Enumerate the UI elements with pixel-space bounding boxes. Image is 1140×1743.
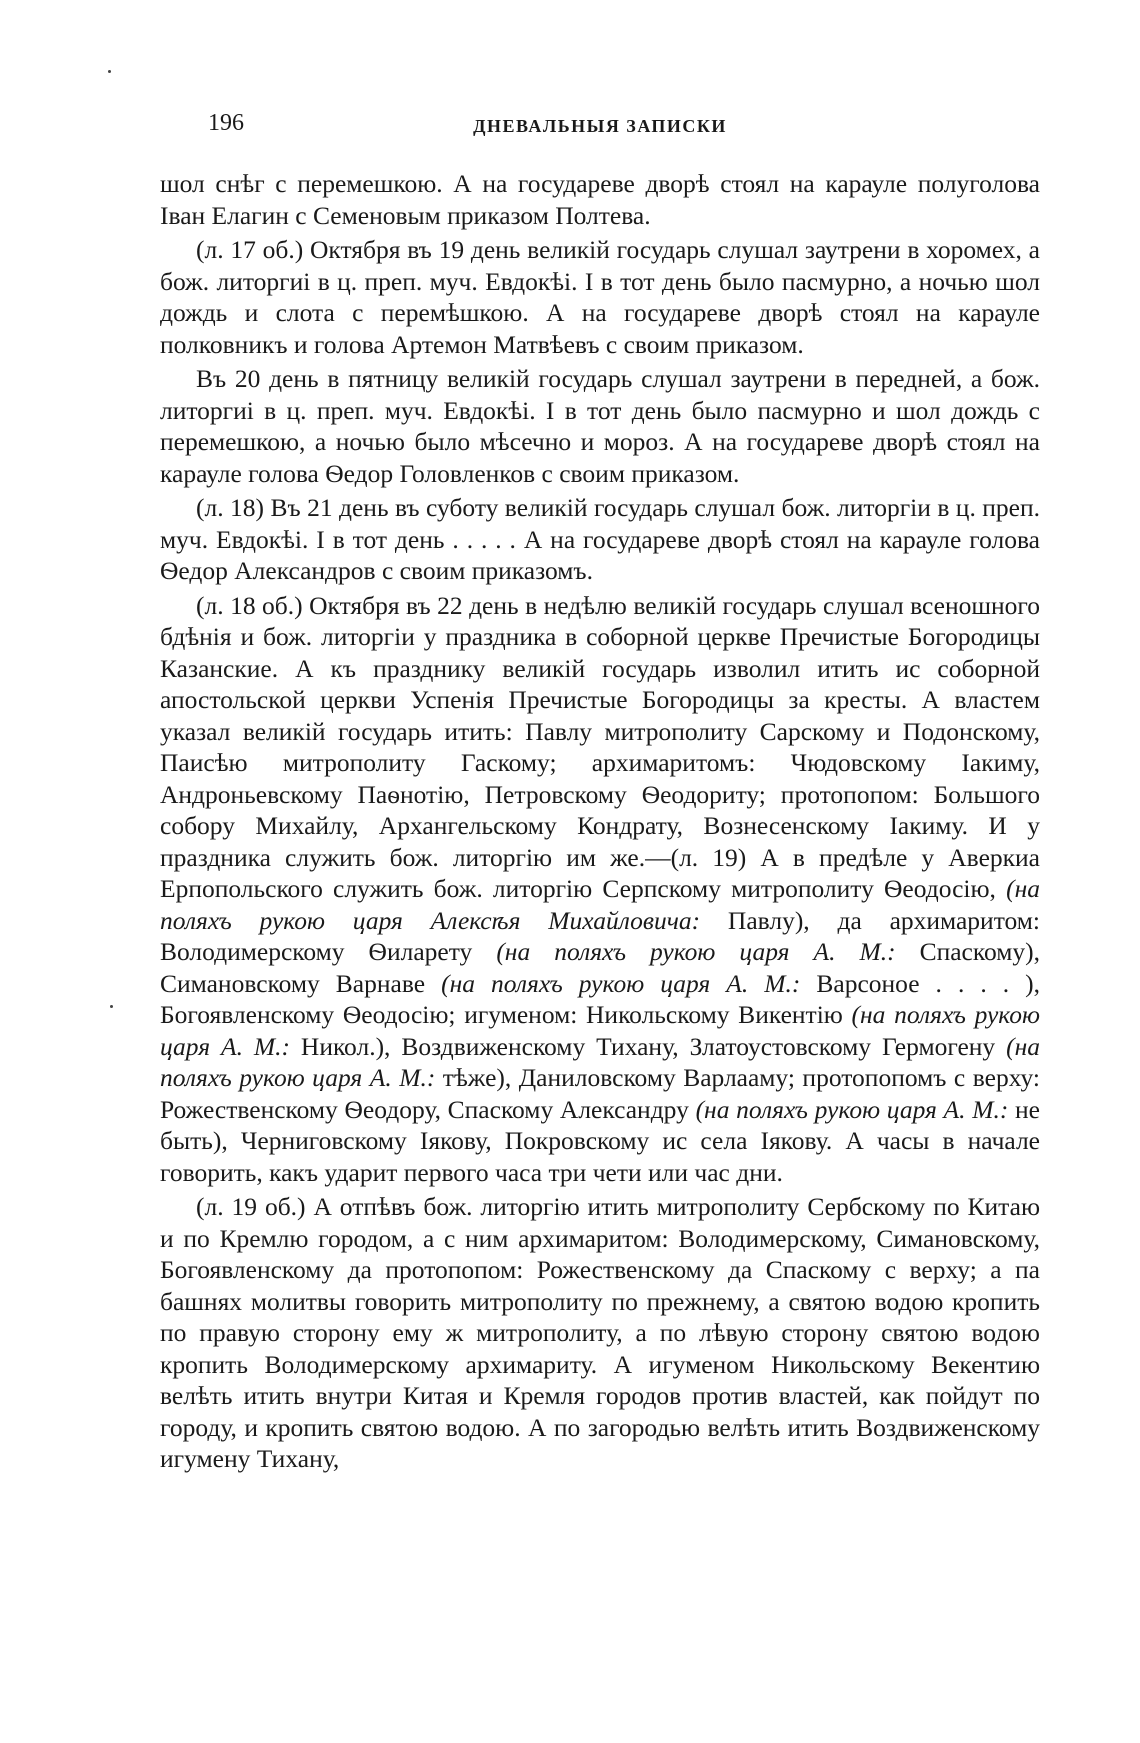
margin-note: (на поляхъ рукою царя А. М.: xyxy=(695,1094,1009,1124)
paragraph: (л. 18) Въ 21 день въ суботу великій государь слушал бож. литоргіи в ц. преп. муч. Евдокѣі. І в тот день . . . . . А на государеве дворѣ стоял на карауле голова Ѳедор Александров с своим приказомъ. xyxy=(160,493,1040,585)
running-title: ДНЕВАЛЬНЫЯ ЗАПИСКИ xyxy=(473,116,727,136)
paragraph-segment: не быть), Черниговскому Іякову, Покровскому ис села Іякову. А часы в начале говорить, какъ ударит первого часа три чети или час дни. xyxy=(160,1094,1041,1187)
margin-note: (на поляхъ рукою царя А. М.: xyxy=(496,937,896,966)
margin-note: (на поляхъ рукою царя А. М.: xyxy=(441,968,801,998)
scan-speck xyxy=(110,1005,113,1008)
margin-note: (на поляхъ рукою царя А. М.: xyxy=(160,1000,1040,1061)
paragraph-segment: Павлу), да архимаритом: Володимерскому Ѳиларету xyxy=(160,905,1040,966)
paragraph-segment: тѣже), Даниловскому Варлааму; протопопомъ с верху: Рожественскому Ѳеодору, Спаскому Александру xyxy=(160,1063,1040,1124)
paragraph: шол снѣг с перемешкою. А на государеве дворѣ стоял на карауле полуголова Іван Елагин с Семеновым приказом Полтева. xyxy=(160,169,1040,230)
running-head xyxy=(160,110,1040,150)
paragraph xyxy=(160,590,1040,1189)
paragraph-segment: Спаскому), Симановскому Варнаве xyxy=(160,937,1040,998)
margin-note: (на поляхъ рукою царя А. М.: xyxy=(160,1031,1040,1092)
paragraph: Въ 20 день в пятницу великій государь слушал заутрени в передней, а бож. литоргиі в ц. преп. муч. Евдокѣі. І в тот день было пасмурно и шол дождь с перемешкою, а ночью было мѣсечно и мороз. А на государеве дворѣ стоял на карауле голова Ѳедор Головленков с своим приказом. xyxy=(160,364,1040,488)
paragraph-segment: (л. 18 об.) Октября въ 22 день в недѣлю великій государь слушал всеношного бдѣнія и бож. литоргіи у праздника в соборной церкве Пречистые Богородицы Казанские. А къ празднику великій государь изволил итить ис соборной апостольской церкви Успенія Пречистые Богородицы за кресты. А властем указал великій государь итить: Павлу митрополиту Сарскому и Подонскому, Паисѣю митрополиту Гаскому; архимаритомъ: Чюдовскому Іакиму, Андроньевскому Паѳнотію, Петровскому Ѳеодориту; протопопом: Большого собору Михайлу, Архангельскому Кондрату, Вознесенскому Іакиму. И у праздника служить бож. литоргію им же.—(л. 19) А в предѣле у Аверкиа Ерпопольского служить бож. литоргію Серпскому митрополиту Ѳеодосію, xyxy=(160,590,1040,903)
margin-note: (на поляхъ рукою царя Алексѣя Михайловича: xyxy=(160,874,1040,935)
paragraph: (л. 19 об.) А отпѣвъ бож. литоргію итить митрополиту Сербскому по Китаю и по Кремлю городом, а с ним архимаритом: Володимерскому, Симановскому, Богоявленскому да протопопом: Рожественскому да Спаскому с верху; а па башнях молитвы говорить митрополиту по прежнему, а святою водою кропить по правую сторону ему ж митрополиту, а по лѣвую сторону святою водою кропить Володимерскому архимариту. А игуменом Никольскому Векентию велѣть итить внутри Китая и Кремля городов против властей, как пойдут по городу, и кропить святою водою. А по загородью велѣть итить Воздвиженскому игумену Тихану, xyxy=(160,1192,1040,1473)
page-number: 196 xyxy=(208,110,244,136)
body-text xyxy=(160,168,1040,1475)
scan-speck xyxy=(108,70,111,73)
paragraph-segment: Варсоное . . . . ), Богоявленскому Ѳеодосію; игуменом: Никольскому Викентію xyxy=(160,968,1040,1029)
book-page xyxy=(160,110,1040,1478)
paragraph: (л. 17 об.) Октября въ 19 день великій государь слушал заутрени в хоромех, а бож. литоргиі в ц. преп. муч. Евдокѣі. І в тот день было пасмурно, а ночью шол дождь и слота с перемѣшкою. А на государеве дворѣ стоял на карауле полковникъ и голова Артемон Матвѣевъ с своим приказом. xyxy=(160,235,1040,359)
paragraph-segment: Никол.), Воздвиженскому Тихану, Златоустовскому Гермогену xyxy=(289,1031,1007,1061)
